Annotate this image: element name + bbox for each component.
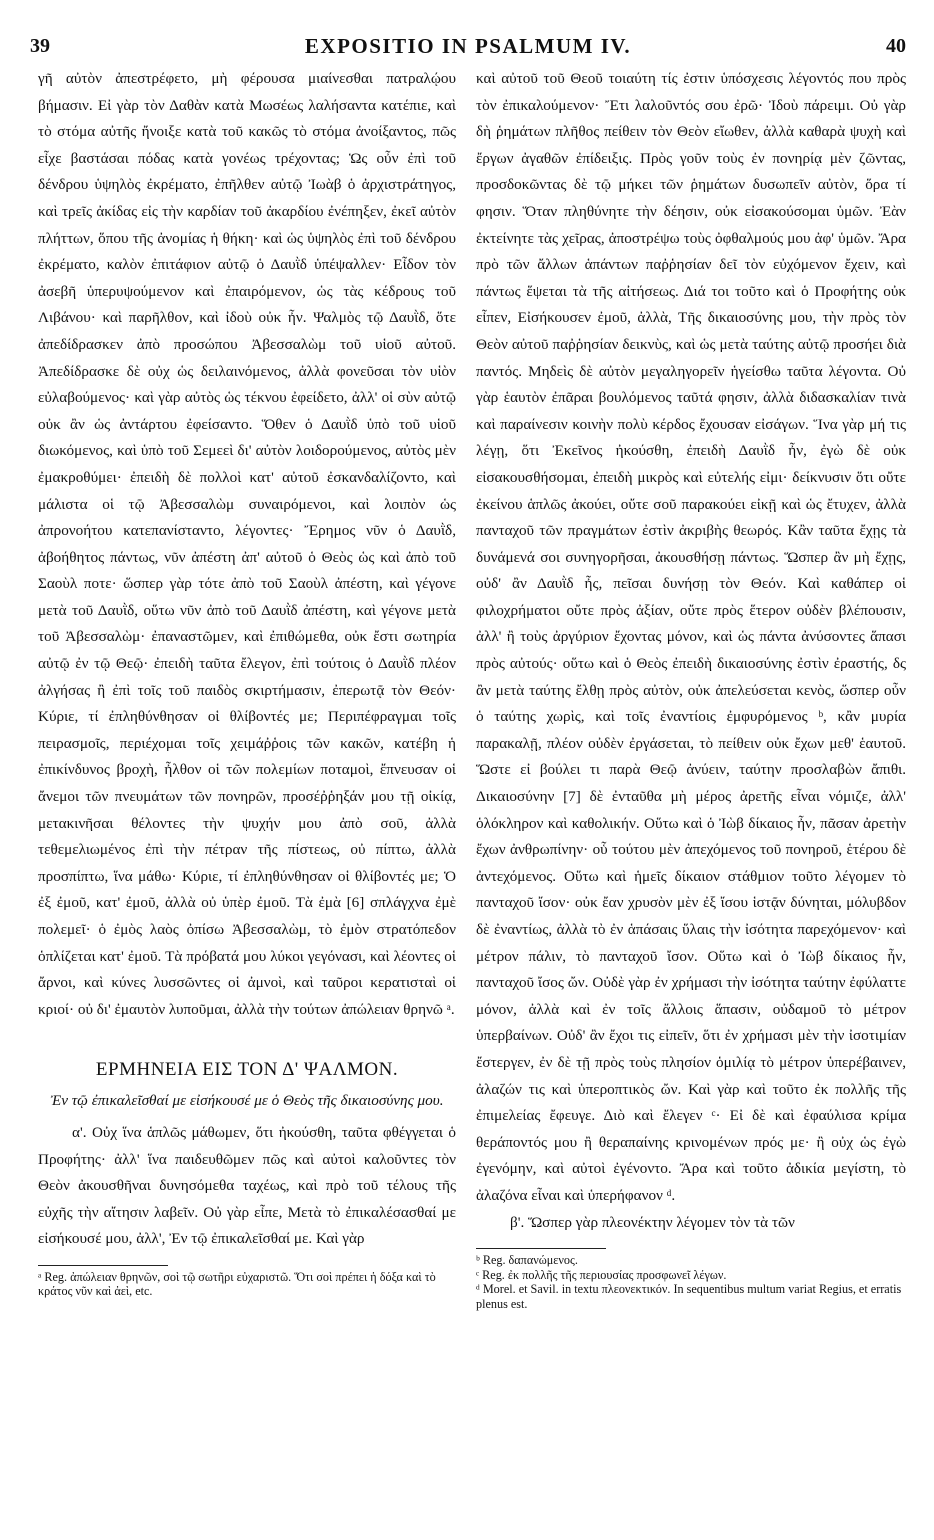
- commentary-opening: α'. Οὐχ ἵνα ἁπλῶς μάθωμεν, ὅτι ἠκούσθη, ταῦτα φθέγγεται ὁ Προφήτης· ἀλλ' ἵνα παιδευθῶμεν πῶς καὶ αὐτοὶ καλοῦντες τὸν Θεὸν ἀκουσθῆναι δυνησόμεθα ταχέως, καὶ πρὸ τοῦ τέλους τῆς εὐχῆς τὴν αἴτησιν λαβεῖν. Οὐ γὰρ εἶπε, Μετὰ τὸ ἐπικαλέσασθαί με εἰσήκουσέ μου, ἀλλ', Ἐν τῷ ἐπικαλεῖσθαί με. Καὶ γὰρ: [38, 1123, 456, 1248]
- page-number-right: 40: [886, 34, 906, 57]
- right-column: [476, 66, 906, 1311]
- left-text-continued: γῆ αὐτὸν ἀπεστρέφετο, μὴ φέρουσα μιαίνεσθαι πατραλῴου βήμασιν. Εἰ γὰρ τὸν Δαθὰν κατὰ Μωσέως λαλήσαντα κατέπιε, καὶ τὸ στόμα αὐτῆς ἤνοιξε κατὰ τοῦ κακῶς τὸ στόμα ἀνοίξαντος, πῶς εἶχε βαστάσαι πόδας κατὰ γονέως τρέχοντας; Ὡς οὖν ἐπὶ τοῦ δένδρου ὑψηλὸς ἐκρέματο, ἐπῆλθεν αὐτῷ Ἰωὰβ ὁ ἀρχιστράτηγος, καὶ τρεῖς ἀκίδας εἰς τὴν καρδίαν τοῦ ἀκαρδίου ἐνέπηξεν, ἐκεῖ αὐτὸν πλήττων, ὅπου τῆς ἀνομίας ἡ θήκη· καὶ ὡς ὑψηλὸς ἐπὶ τοῦ δένδρου ἐκρέματο, καλὸν ἐπιτάφιον αὐτῷ ὁ Δαυῒδ ὑπέψαλλεν· Εἶδον τὸν ἀσεβῆ ὑπερυψούμενον καὶ ἐπαιρόμενον, ὡς τὰς κέδρους τοῦ Λιβάνου· καὶ παρῆλθον, καὶ ἰδοὺ οὐκ ἦν. Ψαλμὸς τῷ Δαυῒδ, ὅτε ἀπεδίδρασκεν ἀπὸ προσώπου Ἀβεσσαλὼμ τοῦ υἱοῦ αὐτοῦ. Ἀπεδίδρασκε δὲ οὐχ ὡς δειλαινόμενος, ἀλλὰ φονεῦσαι τὸν υἱὸν εὐλαβούμενος· καὶ γὰρ αὐτὸς ὡς τέκνου ἐφείδετο, ἀλλ' οἱ σὺν αὐτῷ οὐκ ἂν ὡς ἀντάρτου ἐφείσαντο. Ὅθεν ὁ Δαυῒδ ὑπὸ τοῦ υἱοῦ διωκόμενος, καὶ ὑπὸ τοῦ Σεμεεὶ δι' αὐτὸν λοιδορούμενος, αὐτὸς μὲν ἐμακροθύμει· ἐπειδὴ δὲ πολλοὶ κατ' αὐτοῦ ἐσκανδαλίζοντο, καὶ μάλιστα οἱ τῷ Ἀβεσσαλὼμ συναιρόμενοι, καὶ λοιπὸν ὡς ἀπρονοήτου κατεπανίσταντο, λέγοντες· Ἔρημος νῦν ὁ Δαυῒδ, ἀβοήθητος πάντως, νῦν ἀπέστη ἀπ' αὐτοῦ ὁ Θεὸς ὡς καὶ ἀπὸ τοῦ Σαοὺλ ποτε· ὥσπερ γὰρ τότε ἀπὸ τοῦ Σαοὺλ ἀπέστη, καὶ γέγονε μετὰ τοῦ Δαυῒδ, οὕτω νῦν ἀπὸ τοῦ Δαυῒδ ἀπέστη, καὶ γέγονε μετὰ τοῦ Ἀβεσσαλὼμ· ἐπαναστῶμεν, καὶ ἐπιθώμεθα, οὐκ ἔστι σωτηρία αὐτῷ ἐν τῷ Θεῷ· ἐπειδὴ ταῦτα ἔλεγον, ἐπὶ τούτοις ὁ Δαυῒδ πλέον ἀλγήσας ἢ ἐπὶ τοῖς τοῦ παιδὸς σκιρτήμασιν, ἐπερωτᾷ τὸν Θεόν· Κύριε, τί ἐπληθύνθησαν οἱ θλίβοντές με; Περιπέφραγμαι τοῖς πειρασμοῖς, περιέχομαι τοῖς χειμάῤῥοις τῶν κακῶν, κατέβη ἡ ἐπικίνδυνος βροχὴ, ἦλθον οἱ τῶν πολεμίων ποταμοὶ, ἔπνευσαν οἱ ἄνεμοι τῶν πνευμάτων τῶν πονηρῶν, προσέῤῥηξάν μου τῇ οἰκίᾳ, μετακινῆσαι θέλοντες τὴν ψυχήν μου ἀπὸ σοῦ, ἀλλὰ τεθεμελιωμένος ἐπὶ τὴν πέτραν τῆς πίστεως, οὐ πίπτω, ἀλλὰ προσπίπτω, ἵνα μάθω· Κύριε, τί ἐπληθύνθησαν οἱ θλίβοντές με; Ὁ ἐξ ἐμοῦ, κατ' ἐμοῦ, ἀλλὰ οὐ ὑπὲρ ἐμοῦ. Τὰ ἐμὰ [6] σπλάγχνα ἐμὲ πολεμεῖ· ὁ ἐμὸς λαὸς ὀπίσω Ἀβεσσαλὼμ, τὸ ἐμὸν στρατόπεδον ὁπλίζεται κατ' ἐμοῦ. Τὰ πρόβατά μου λύκοι γεγόνασι, καὶ λέοντες οἱ ἄρνοι, καὶ κύνες λυσσῶντες οἱ ἀμνοὶ, καὶ ταῦροι κερατισταὶ οἱ κριοί· οὐ δι' ἐμαυτὸν λυποῦμαι, ἀλλὰ τὴν τούτων ἀπώλειαν θρηνῶ ᵃ.: [38, 70, 456, 1018]
- footnote-rule-right: [476, 1248, 606, 1249]
- left-column: [38, 66, 456, 1299]
- footnote-b: ᵇ Reg. δαπανώμενος.: [476, 1253, 578, 1268]
- footnote-d: ᵈ Morel. et Savil. in textu πλεονεκτικόν. In sequentibus multum variat Regius, et erratis plenus est.: [476, 1282, 902, 1311]
- footnote-c: ᶜ Reg. ἐκ πολλῆς τῆς περιουσίας προσφωνεῖ λέγων.: [476, 1267, 727, 1282]
- page-header: [30, 30, 906, 62]
- section-title: ΕΡΜΗΝΕΙΑ ΕΙΣ ΤΟΝ Δ' ΨΑΛΜΟΝ.: [95, 1059, 399, 1081]
- psalm-lemma: Ἐν τῷ ἐπικαλεῖσθαί με εἰσήκουσέ με ὁ Θεὸς τῆς δικαιοσύνης μου.: [50, 1091, 444, 1109]
- right-text: καὶ αὐτοῦ τοῦ Θεοῦ τοιαύτη τίς ἐστιν ὑπόσχεσις λέγοντός που πρὸς τὸν ἐπικαλούμενον· Ἔτι λαλοῦντός σου ἐρῶ· Ἰδοὺ πάρειμι. Οὐ γὰρ δὴ ῥημάτων πλῆθος πείθειν τὸν Θεὸν εἴωθεν, ἀλλὰ καθαρὰ ψυχὴ καὶ ἔργων ἀγαθῶν ἐπίδειξις. Πρὸς γοῦν τοὺς ἐν πονηρίᾳ μὲν ζῶντας, προσδοκῶντας δὲ τῷ μήκει τῶν ῥημάτων δυσωπεῖν αὐτὸν, ὅρα τί φησιν. Ὅταν πληθύνητε τὴν δέησιν, οὐκ εἰσακούσομαι ὑμῶν. Ἐὰν ἐκτείνητε τὰς χεῖρας, ἀποστρέψω τοὺς ὀφθαλμούς μου ἀφ' ὑμῶν. Ἄρα πρὸ τῶν ἄλλων ἁπάντων παῤῥησίαν δεῖ τὸν εὐχόμενον ἔχειν, καὶ πάντως ἕψεται τὰ τῆς αἰτήσεως. Διά τοι τοῦτο καὶ ὁ Προφήτης οὐκ εἶπεν, Εἰσήκουσεν ἐμοῦ, ἀλλὰ, Τῆς δικαιοσύνης μου, τὴν πρὸς τὸν Θεὸν αὐτοῦ παῤῥησίαν δεικνὺς, καὶ ὡς μετὰ ταύτης αὐτῷ προσήει διὰ παντός. Μηδεὶς δὲ αὐτὸν μεγαληγορεῖν ἡγείσθω ταῦτα λέγοντα. Οὐ γὰρ ἑαυτὸν ἐπᾶραι βουλόμενος ταῦτά φησιν, ἀλλὰ διδασκαλίαν τινὰ καὶ παραίνεσιν κοινὴν πολὺ κέρδος ἔχουσαν εἰσάγων. Ἵνα γὰρ μή τις λέγῃ, ὅτι Ἐκεῖνος ἠκούσθη, ἐπειδὴ Δαυῒδ ἦν, ἐγὼ δὲ οὐκ εἰσακουσθήσομαι, ἐπειδὴ μικρὸς καὶ εὐτελής εἰμι· δείκνυσιν ὅτι οὔτε ἐκείνου ἁπλῶς ἀκούει, οὔτε σοῦ παρακούει εἰκῇ καὶ ὡς ἔτυχεν, ἀλλὰ πανταχοῦ τῶν πραγμάτων ἐστὶν ἀκριβὴς θεωρός. Κἂν ταῦτα ἔχῃς τὰ δυνάμενά σοι συνηγορῆσαι, ἀκουσθήσῃ πάντως. Ὥσπερ ἂν μὴ ἔχῃς, οὐδ' ἂν Δαυῒδ ἦς, πεῖσαι δυνήσῃ τὸν Θεόν. Καὶ καθάπερ οἱ φιλοχρήματοι οὔτε πρὸς ἀξίαν, οὔτε πρὸς ἕτερον οὐδὲν βλέπουσιν, ἀλλ' ἢ τοὺς ἀργύριον ἔχοντας μόνον, καὶ ὡς πάντα ἀνύσοντες ἅπασι πρὸς αὐτούς· οὕτω καὶ ὁ Θεὸς ἐπειδὴ δικαιοσύνης ἐστὶν ἐραστής, δς ἂν μετὰ ταύτης ἔλθῃ πρὸς αὐτὸν, οὐκ ἀπελεύσεται κενὸς, ὥσπερ οὖν ὁ ταύτης χωρὶς, καὶ τοῖς ἐναντίοις ἐμφυρόμενος ᵇ, κἂν μυρία παρακαλῇ, πλέον οὐδὲν ἐργάσεται, τὸ πείθειν οὐκ ἔχων μεθ' ἑαυτοῦ. Ὥστε εἰ βούλει τι παρὰ Θεῷ ἀνύειν, ταύτην προσλαβὼν ἄπιθι. Δικαιοσύνην [7] δὲ ἐνταῦθα μὴ μέρος ἀρετῆς εἶναι νόμιζε, ἀλλ' ὁλόκληρον καὶ καθολικήν. Οὕτω καὶ ὁ Ἰὼβ δίκαιος ἦν, πᾶσαν ἀρετὴν ἔχων ἀνθρωπίνην· οὗ τούτου μὲν ἀπεχόμενος τοῦ πονηροῦ, ἑτέρου δὲ ἀντεχόμενος. Οὕτω καὶ ἡμεῖς δίκαιον στάθμιον τοῦτο λέγομεν τὸ πανταχοῦ ἴσον· οὐκ ἔαν χρυσὸν μὲν ἐξ ἴσου ἱστᾷν δύνηται, μόλυβδον δὲ ἐναντίως, ἀλλὰ τὸ ἐν ἁπάσαις ὕλαις τὴν ἰσότητα παρεχόμενον· καὶ μέτρον πάλιν, τὸ πανταχοῦ ἴσον. Οὕτω καὶ ὁ Ἰὼβ δίκαιος ἦν, πανταχοῦ ἴσος ὤν. Οὐδὲ γὰρ ἐν χρήμασι τὴν ἰσότητα ταύτην ἐφύλαττε μόνον, ἀλλὰ καὶ ἐν τοῖς ἄλλοις ἅπασιν, οὐδαμοῦ τὸ μέτρον ὑπερβαίνων. Οὐδ' ἂν ἔχοι τις εἰπεῖν, ὅτι ἐν χρήμασι μὲν τὴν ἰσοτιμίαν ἔστεργεν, ἐν δὲ τῇ πρὸς τοὺς πλησίον ὁμιλίᾳ τὸ μέτρον ὑπερέβαινεν, ἀλαζών τις καὶ ὑπεροπτικὸς ὤν. Καὶ γὰρ καὶ τοῦτο ἐκ πολλῆς τῆς ἐπιμελείας ἔφευγε. Διὸ καὶ ἔλεγεν ᶜ· Εἰ δὲ καὶ ἐφαύλισα κρίμα θεράποντός μου ἢ θεραπαίνης κρινομένων πρός με· ἢ οὐχ ὡς ἐγὼ ἐγενόμην, καὶ αὐτοὶ ἐγένοντο. Ἄρα καὶ τοῦτο ἀδικία μεγίστη, τὸ ἀλαζόνα εἶναι καὶ ὑπερήφανον ᵈ.: [476, 70, 906, 1204]
- right-text-section-b: β'. Ὥσπερ γὰρ πλεονέκτην λέγομεν τὸν τὰ τῶν: [510, 1213, 795, 1231]
- page-number-left: 39: [30, 34, 50, 57]
- footnote-a: ᵃ Reg. ἀπώλειαν θρηνῶν, σοὶ τῷ σωτῆρι εὐχαριστῶ. Ὅτι σοὶ πρέπει ἡ δόξα καὶ τὸ κράτος νῦν καὶ ἀεὶ, etc.: [38, 1269, 436, 1299]
- running-title: EXPOSITIO IN PSALMUM IV.: [304, 33, 632, 58]
- footnote-rule-left: [38, 1265, 168, 1266]
